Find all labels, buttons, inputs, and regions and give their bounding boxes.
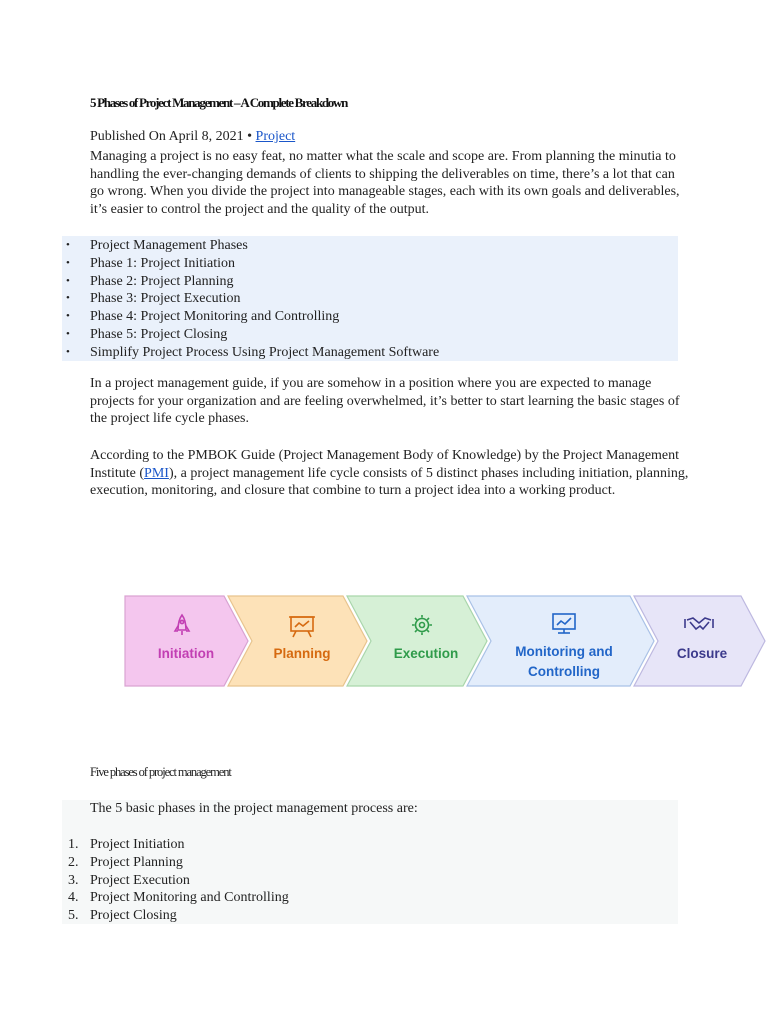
toc-item[interactable] [0, 273, 439, 291]
list-number: 4. [68, 890, 79, 906]
list-item [0, 889, 289, 907]
table-of-contents [0, 236, 678, 361]
pmbok-text-before: According to the PMBOK Guide (Project Management Body of Knowledge) by the Project Management Institute ( [90, 448, 680, 481]
toc-item-label[interactable]: Phase 3: Project Execution [90, 291, 241, 307]
toc-item[interactable] [0, 290, 439, 308]
phase-label-line2: Controlling [528, 664, 600, 679]
bullet-icon: • [66, 274, 70, 287]
phase-arrow [228, 596, 367, 686]
phase-arrow [125, 596, 248, 686]
phase-initiation [125, 596, 248, 686]
bullet-icon: • [66, 345, 70, 358]
pmbok-paragraph [90, 447, 690, 500]
guide-paragraph: In a project management guide, if you are somehow in a position where you are expected to manage projects for your organization and are feeling overwhelmed, it’s better to start learning the basic stages of the project life cycle phases. [90, 376, 680, 426]
phase-execution [347, 596, 487, 686]
intro-paragraph: Managing a project is no easy feat, no matter what the scale and scope are. From planning the minutia to handling the ever-changing demands of clients to shipping the deliverables on time, there’s a lot that can go wrong. When you divide the project into manageable stages, each with its own goals and deliverables, it’s easier to control the project and the quality of the output. [90, 149, 680, 217]
list-item-text: Project Monitoring and Controlling [90, 890, 289, 906]
list-number: 5. [68, 908, 79, 924]
phase-planning [228, 596, 367, 686]
pmi-link[interactable]: PMI [144, 465, 169, 481]
list-item-text: Project Planning [90, 854, 183, 870]
toc-item[interactable] [0, 308, 439, 326]
toc-item-label[interactable]: Simplify Project Process Using Project Management Software [90, 344, 440, 360]
toc-item-label[interactable]: Phase 2: Project Planning [90, 273, 234, 289]
list-item-text: Project Initiation [90, 837, 185, 852]
list-item [0, 907, 289, 925]
bullet-icon: • [66, 327, 70, 340]
phase-label: Monitoring and [515, 644, 613, 659]
toc-item[interactable] [0, 255, 439, 273]
toc-item[interactable] [0, 237, 439, 255]
toc-item-label[interactable]: Phase 1: Project Initiation [90, 255, 236, 271]
project-phases-diagram [124, 595, 766, 687]
figure-caption: Five phases of project management [90, 765, 231, 779]
phase-label: Planning [273, 646, 331, 661]
toc-item-label[interactable]: Project Management Phases [90, 238, 248, 253]
bullet-icon: • [66, 239, 70, 251]
published-date: Published On April 8, 2021 • [90, 129, 253, 144]
list-number: 3. [68, 872, 79, 888]
phase-label: Execution [393, 646, 459, 661]
bullet-icon: • [66, 292, 70, 305]
bullet-icon: • [66, 310, 70, 323]
toc-item[interactable] [0, 326, 439, 344]
toc-item[interactable] [0, 344, 439, 362]
list-item-text: Project Closing [90, 908, 177, 924]
pmbok-text-after: ), a project management life cycle consists of 5 distinct phases including initiation, planning, execution, monitoring, and closure that combine to turn a project idea into a working product. [90, 465, 689, 498]
bullet-icon: • [66, 256, 70, 269]
steps-intro: The 5 basic phases in the project management process are: [90, 801, 418, 816]
phase-monitoring-controlling [467, 596, 654, 686]
list-item [0, 854, 289, 872]
toc-item-label[interactable]: Phase 5: Project Closing [90, 326, 228, 342]
list-number: 1. [68, 837, 79, 852]
phase-arrow [347, 596, 487, 686]
published-line [90, 129, 295, 145]
list-item-text: Project Execution [90, 872, 190, 888]
category-link[interactable]: Project [255, 129, 296, 144]
toc-item-label[interactable]: Phase 4: Project Monitoring and Controlling [90, 309, 340, 325]
list-number: 2. [68, 854, 79, 870]
phase-label: Initiation [157, 646, 215, 661]
phases-ordered-list [0, 836, 289, 925]
toc-list [0, 237, 439, 362]
phase-label: Closure [676, 646, 728, 661]
list-item [0, 836, 289, 854]
list-item [0, 872, 289, 890]
article-title: 5 Phases of Project Management – A Complete Breakdown [90, 95, 348, 110]
